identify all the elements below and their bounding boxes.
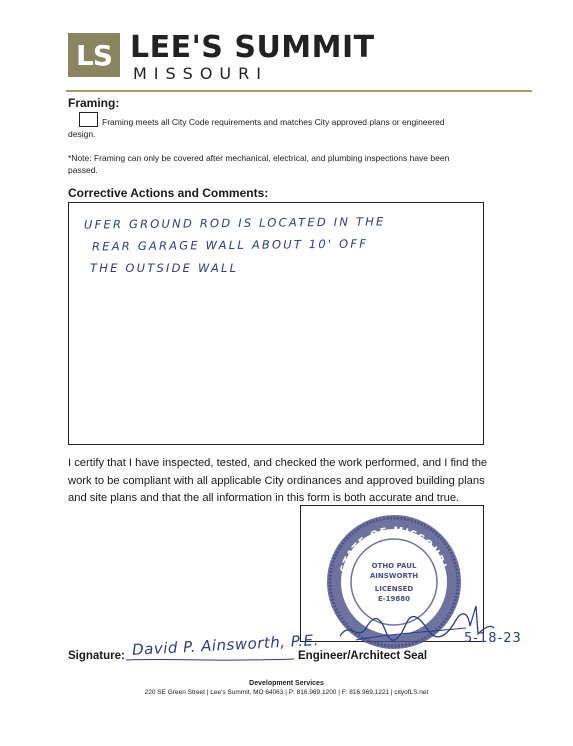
stamp-licensed: LICENSED [374, 585, 414, 593]
handwritten-signature: David P. Ainsworth, P.E. [131, 631, 320, 659]
comments-heading: Corrective Actions and Comments: [68, 186, 269, 200]
city-logo-mark [68, 33, 120, 77]
framing-note-line2: passed. [68, 165, 98, 175]
seal-date: 5-18-23 [464, 631, 522, 646]
signature-underline [126, 657, 296, 663]
comment-line-1: UFER GROUND ROD IS LOCATED IN THE [83, 214, 386, 232]
certification-text: I certify that I have inspected, tested, and checked the work performed, and I find the work to be compliant with all applicable City ordinances and approved building plans and site plans and that the all information in this form is both accurate and true. [68, 457, 488, 504]
framing-checkbox[interactable] [79, 112, 98, 127]
header-divider [66, 90, 532, 92]
framing-note-line1: *Note: Framing can only be covered after mechanical, electrical, and plumbing inspections have been [68, 153, 450, 163]
city-logo-title: LEE'S SUMMIT [130, 30, 375, 65]
framing-checkbox-label-line2: design. [68, 129, 96, 139]
footer-department: Development Services [249, 680, 324, 687]
comment-line-3: THE OUTSIDE WALL [90, 261, 239, 275]
city-logo-subtitle: MISSOURI [133, 64, 268, 83]
stamp-name-line2: AINSWORTH [369, 572, 419, 580]
framing-checkbox-label-line1: Framing meets all City Code requirements and matches City approved plans or engineered [102, 117, 445, 127]
framing-heading: Framing: [68, 96, 120, 110]
seal-label: Engineer/Architect Seal [298, 650, 428, 662]
stamp-ring-text: STATE OF MISSOURI [338, 525, 449, 574]
stamp-number: E-19880 [377, 595, 411, 603]
stamp-name-line1: OTHO PAUL [371, 562, 417, 570]
logo-mark-text: LS [75, 38, 112, 72]
signature-label: Signature: [68, 650, 125, 662]
footer-contact: 220 SE Green Street | Lee's Summit, MO 64063 | P: 816.969.1200 | F: 816.969.1221 | cityofLS.net [144, 689, 429, 696]
comment-line-2: REAR GARAGE WALL ABOUT 10' OFF [91, 236, 369, 254]
